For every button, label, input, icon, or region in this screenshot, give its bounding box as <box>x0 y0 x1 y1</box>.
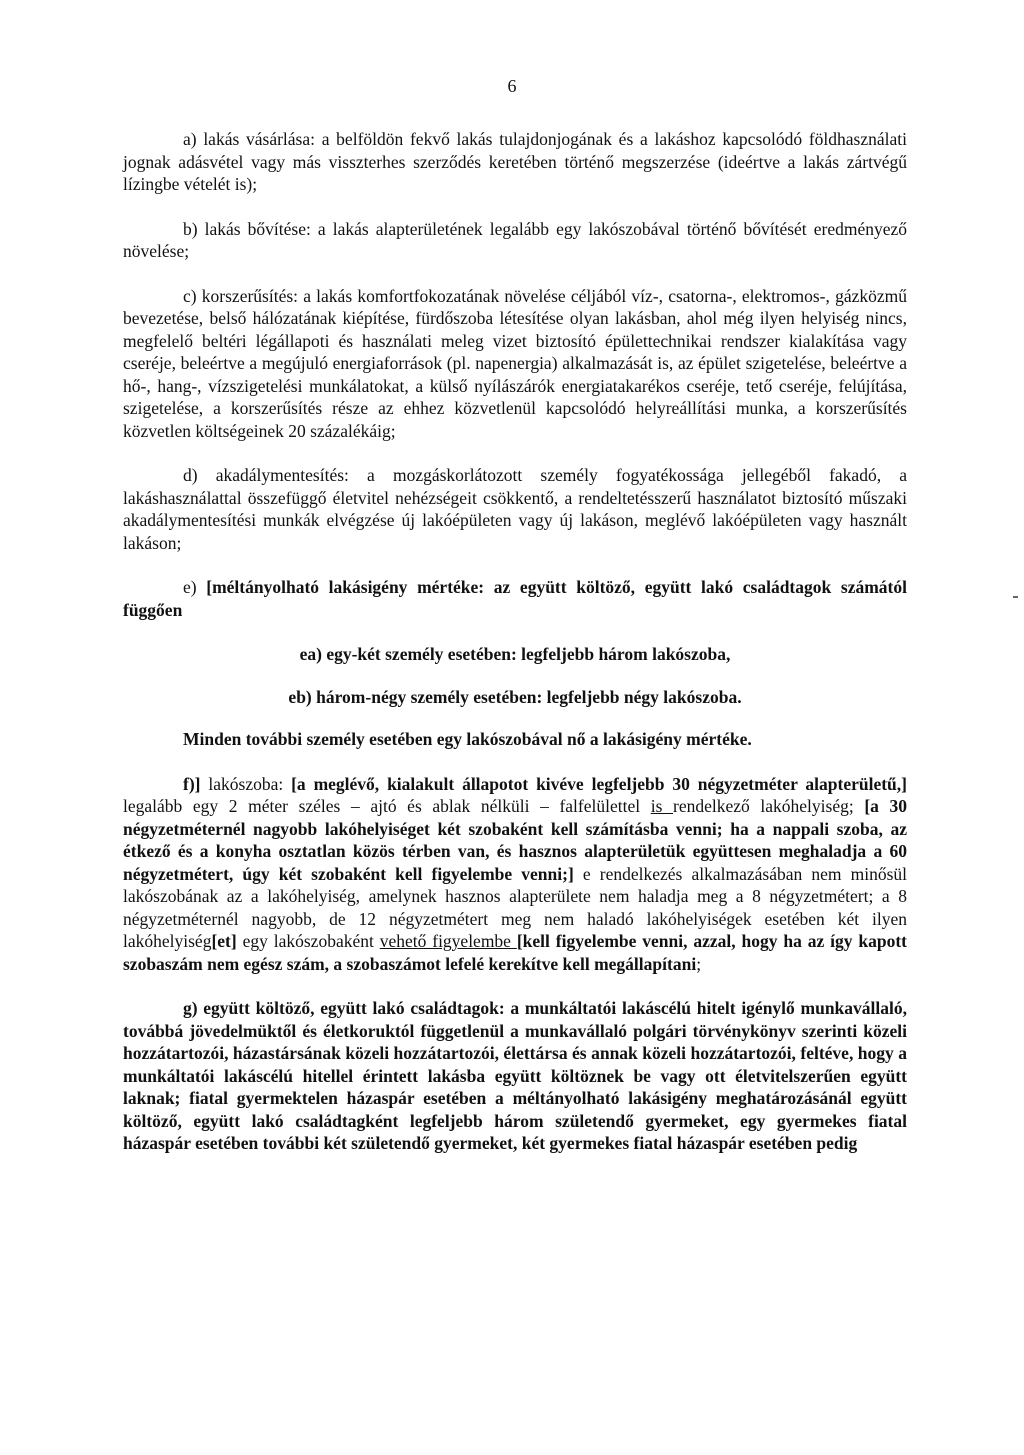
paragraph-a: a) lakás vásárlása: a belföldön fekvő lakás tulajdonjogának és a lakáshoz kapcsolódó földhasználati jognak adásvétel vagy más visszterhes szerződés keretében történő megszerzése (ideértve a lakás zártvégű lízingbe vételét is); <box>123 129 907 194</box>
paragraph-f-t2: legalább egy 2 méter széles – ajtó és ablak nélküli – falfelülettel <box>123 796 651 816</box>
page-number: 6 <box>507 76 517 96</box>
paragraph-ea-text: ea) egy-két személy esetében: legfeljebb három lakószoba, <box>299 644 731 664</box>
paragraph-f-b5: [kell figyelembe venni, azzal, hogy ha az így kapott szobaszám nem egész szám, a szobaszámot lefelé kerekítve kell megállapítani <box>123 931 907 974</box>
paragraph-f-b2: [a meglévő, kialakult állapotot kivéve legfeljebb 30 négyzetméter alapterületű,] <box>291 773 907 794</box>
paragraph-f-b4: [et] <box>211 931 237 951</box>
scan-margin-mark <box>1013 596 1018 598</box>
paragraph-b: b) lakás bővítése: a lakás alapterületének legalább egy lakószobával történő bővítését eredményező növelése; <box>123 218 907 261</box>
paragraph-e-tail <box>123 728 907 751</box>
paragraph-e-tail-text: Minden további személy esetében egy lakószobával nő a lakásigény mértéke. <box>183 729 752 749</box>
paragraph-f-t3: rendelkező lakóhelyiség; <box>673 796 865 816</box>
paragraph-f-u1: is <box>650 796 674 816</box>
paragraph-e <box>123 576 907 621</box>
document-body <box>123 128 907 1177</box>
paragraph-e-prefix: e) <box>183 577 207 597</box>
paragraph-ea <box>123 643 907 666</box>
paragraph-e-bold: [méltányolható lakásigény mértéke: az együtt költöző, együtt lakó családtagok számától függően <box>123 577 907 620</box>
paragraph-f-u2: vehető figyelembe <box>379 931 517 951</box>
paragraph-g <box>123 997 907 1155</box>
paragraph-f-t5: egy lakószobaként <box>236 931 380 951</box>
paragraph-eb-text: eb) három-négy személy esetében: legfeljebb négy lakószoba. <box>288 686 742 707</box>
paragraph-eb <box>123 686 907 709</box>
paragraph-f-t6: ; <box>696 953 702 974</box>
paragraph-f <box>123 773 907 976</box>
paragraph-f-b3: [a 30 négyzetméternél nagyobb lakóhelyiséget két szobaként kell számításba venni; ha a nappali szoba, az étkező és a konyha osztatlan közös térben van, és hasznos alapterületük együttesen meghaladja a 60 négyzetmétert, úgy két szobaként kell figyelembe venni;] <box>123 796 908 884</box>
paragraph-f-t4: e rendelkezés alkalmazásában nem minősül lakószobának az a lakóhelyiség, amelynek hasznos alapterülete nem haladja meg a 8 négyzetmétert; a 8 négyzetméternél nagyobb, de 12 négyzetmétert meg nem haladó lakóhelyiségek esetében két ilyen lakóhelyiség <box>123 863 907 951</box>
paragraph-d: d) akadálymentesítés: a mozgáskorlátozott személy fogyatékossága jellegéből fakadó, a lakáshasználattal összefüggő életvitel nehézségeit csökkentő, a rendeltetésszerű használatot biztosító műszaki akadálymentesítési munkák elvégzése új lakóépületen vagy új lakáson, meglévő lakóépületen vagy használt lakáson; <box>123 465 907 553</box>
paragraph-f-b1: f)] <box>183 773 201 794</box>
paragraph-g-text: g) együtt költöző, együtt lakó családtagok: a munkáltatói lakáscélú hitelt igénylő munkavállaló, továbbá jövedelmüktől és életkoruktól függetlenül a munkavállaló polgári törvénykönyv szerinti közeli hozzátartozói, házastársának közeli hozzátartozói, élettársa és annak közeli hozzátartozói, feltéve, hogy a munkáltatói lakáscélú hitellel érintett lakásba együtt költöznek be vagy ott életvitelszerűen együtt laknak; fiatal gyermektelen házaspár esetében a méltányolható lakásigény meghatározásánál együtt költöző, együtt lakó családtagként legfeljebb három születendő gyermeket, egy gyermekes fiatal házaspár esetében további két születendő gyermeket, két gyermekes fiatal házaspár esetében pedig <box>123 998 907 1153</box>
paragraph-c: c) korszerűsítés: a lakás komfortfokozatának növelése céljából víz-, csatorna-, elektromos-, gázközmű bevezetése, belső hálózatának kiépítése, fürdőszoba létesítése olyan lakásban, ahol még ilyen helyiség nincs, megfelelő beltéri légállapoti és használati meleg vizet biztosító épülettechnikai rendszer kialakítása vagy cseréje, beleértve a megújuló energiaforrások (pl. napenergia) alkalmazását is, az épület szigetelése, beleértve a hő-, hang-, vízszigetelési munkálatokat, a külső nyílászárók energiatakarékos cseréje, tető cseréje, felújítása, szigetelése, a korszerűsítés része az ehhez közvetlenül kapcsolódó helyreállítási munka, a korszerűsítés közvetlen költségeinek 20 százalékáig; <box>123 285 907 441</box>
paragraph-f-t1: lakószoba: <box>200 773 292 794</box>
